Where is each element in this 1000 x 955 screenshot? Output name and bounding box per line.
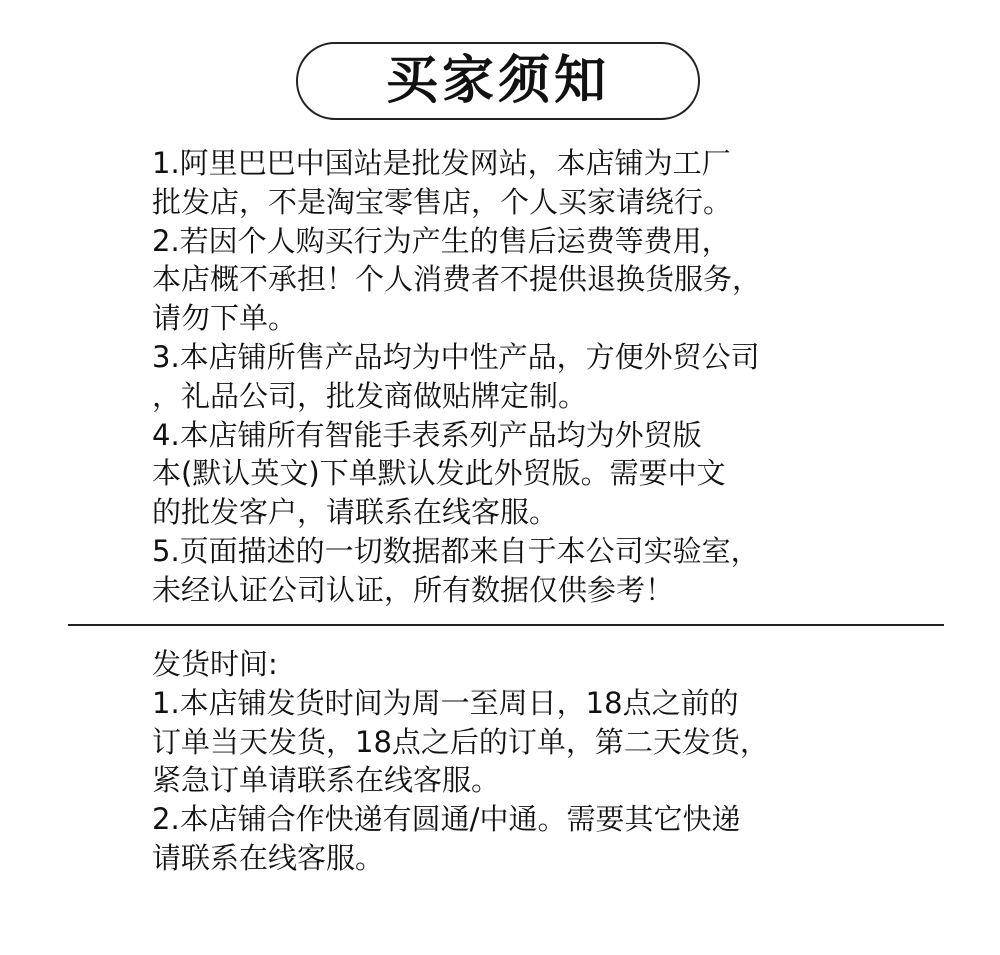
notice-line: 的批发客户，请联系在线客服。: [152, 495, 559, 530]
shipping-line: 请联系在线客服。: [152, 840, 385, 875]
notice-line: 本(默认英文)下单默认发此外贸版。需要中文: [152, 456, 726, 491]
shipping-line: 订单当天发货，18点之后的订单，第二天发货，: [152, 724, 769, 759]
notice-line: 5.页面描述的一切数据都来自于本公司实验室，: [152, 533, 760, 568]
notice-line: 2.若因个人购买行为产生的售后运费等费用，: [152, 223, 731, 258]
section-divider: [68, 624, 944, 626]
shipping-heading: 发货时间:: [152, 647, 278, 681]
notice-line: 1.阿里巴巴中国站是批发网站，本店铺为工厂: [152, 146, 731, 180]
shipping-line: 1.本店铺发货时间为周一至周日，18点之前的: [152, 685, 739, 720]
notice-line: 请勿下单。: [152, 301, 298, 336]
notice-line: 本店概不承担！个人消费者不提供退换货服务，: [152, 262, 762, 297]
notice-line: 批发店，不是淘宝零售店，个人买家请绕行。: [152, 184, 733, 219]
notice-line: 3.本店铺所售产品均为中性产品，方便外贸公司: [152, 339, 760, 374]
buyer-notice-section: [152, 144, 952, 610]
notice-line: 未经认证公司认证，所有数据仅供参考！: [152, 572, 675, 607]
shipping-time-section: [152, 645, 952, 878]
notice-line: 4.本店铺所有智能手表系列产品均为外贸版: [152, 417, 702, 452]
page-title: 买家须知: [385, 50, 610, 111]
shipping-line: 紧急订单请联系在线客服。: [152, 763, 501, 798]
shipping-line: 2.本店铺合作快递有圆通/中通。需要其它快递: [152, 802, 741, 837]
notice-line: ，礼品公司，批发商做贴牌定制。: [152, 378, 588, 413]
title-banner: [296, 42, 700, 120]
